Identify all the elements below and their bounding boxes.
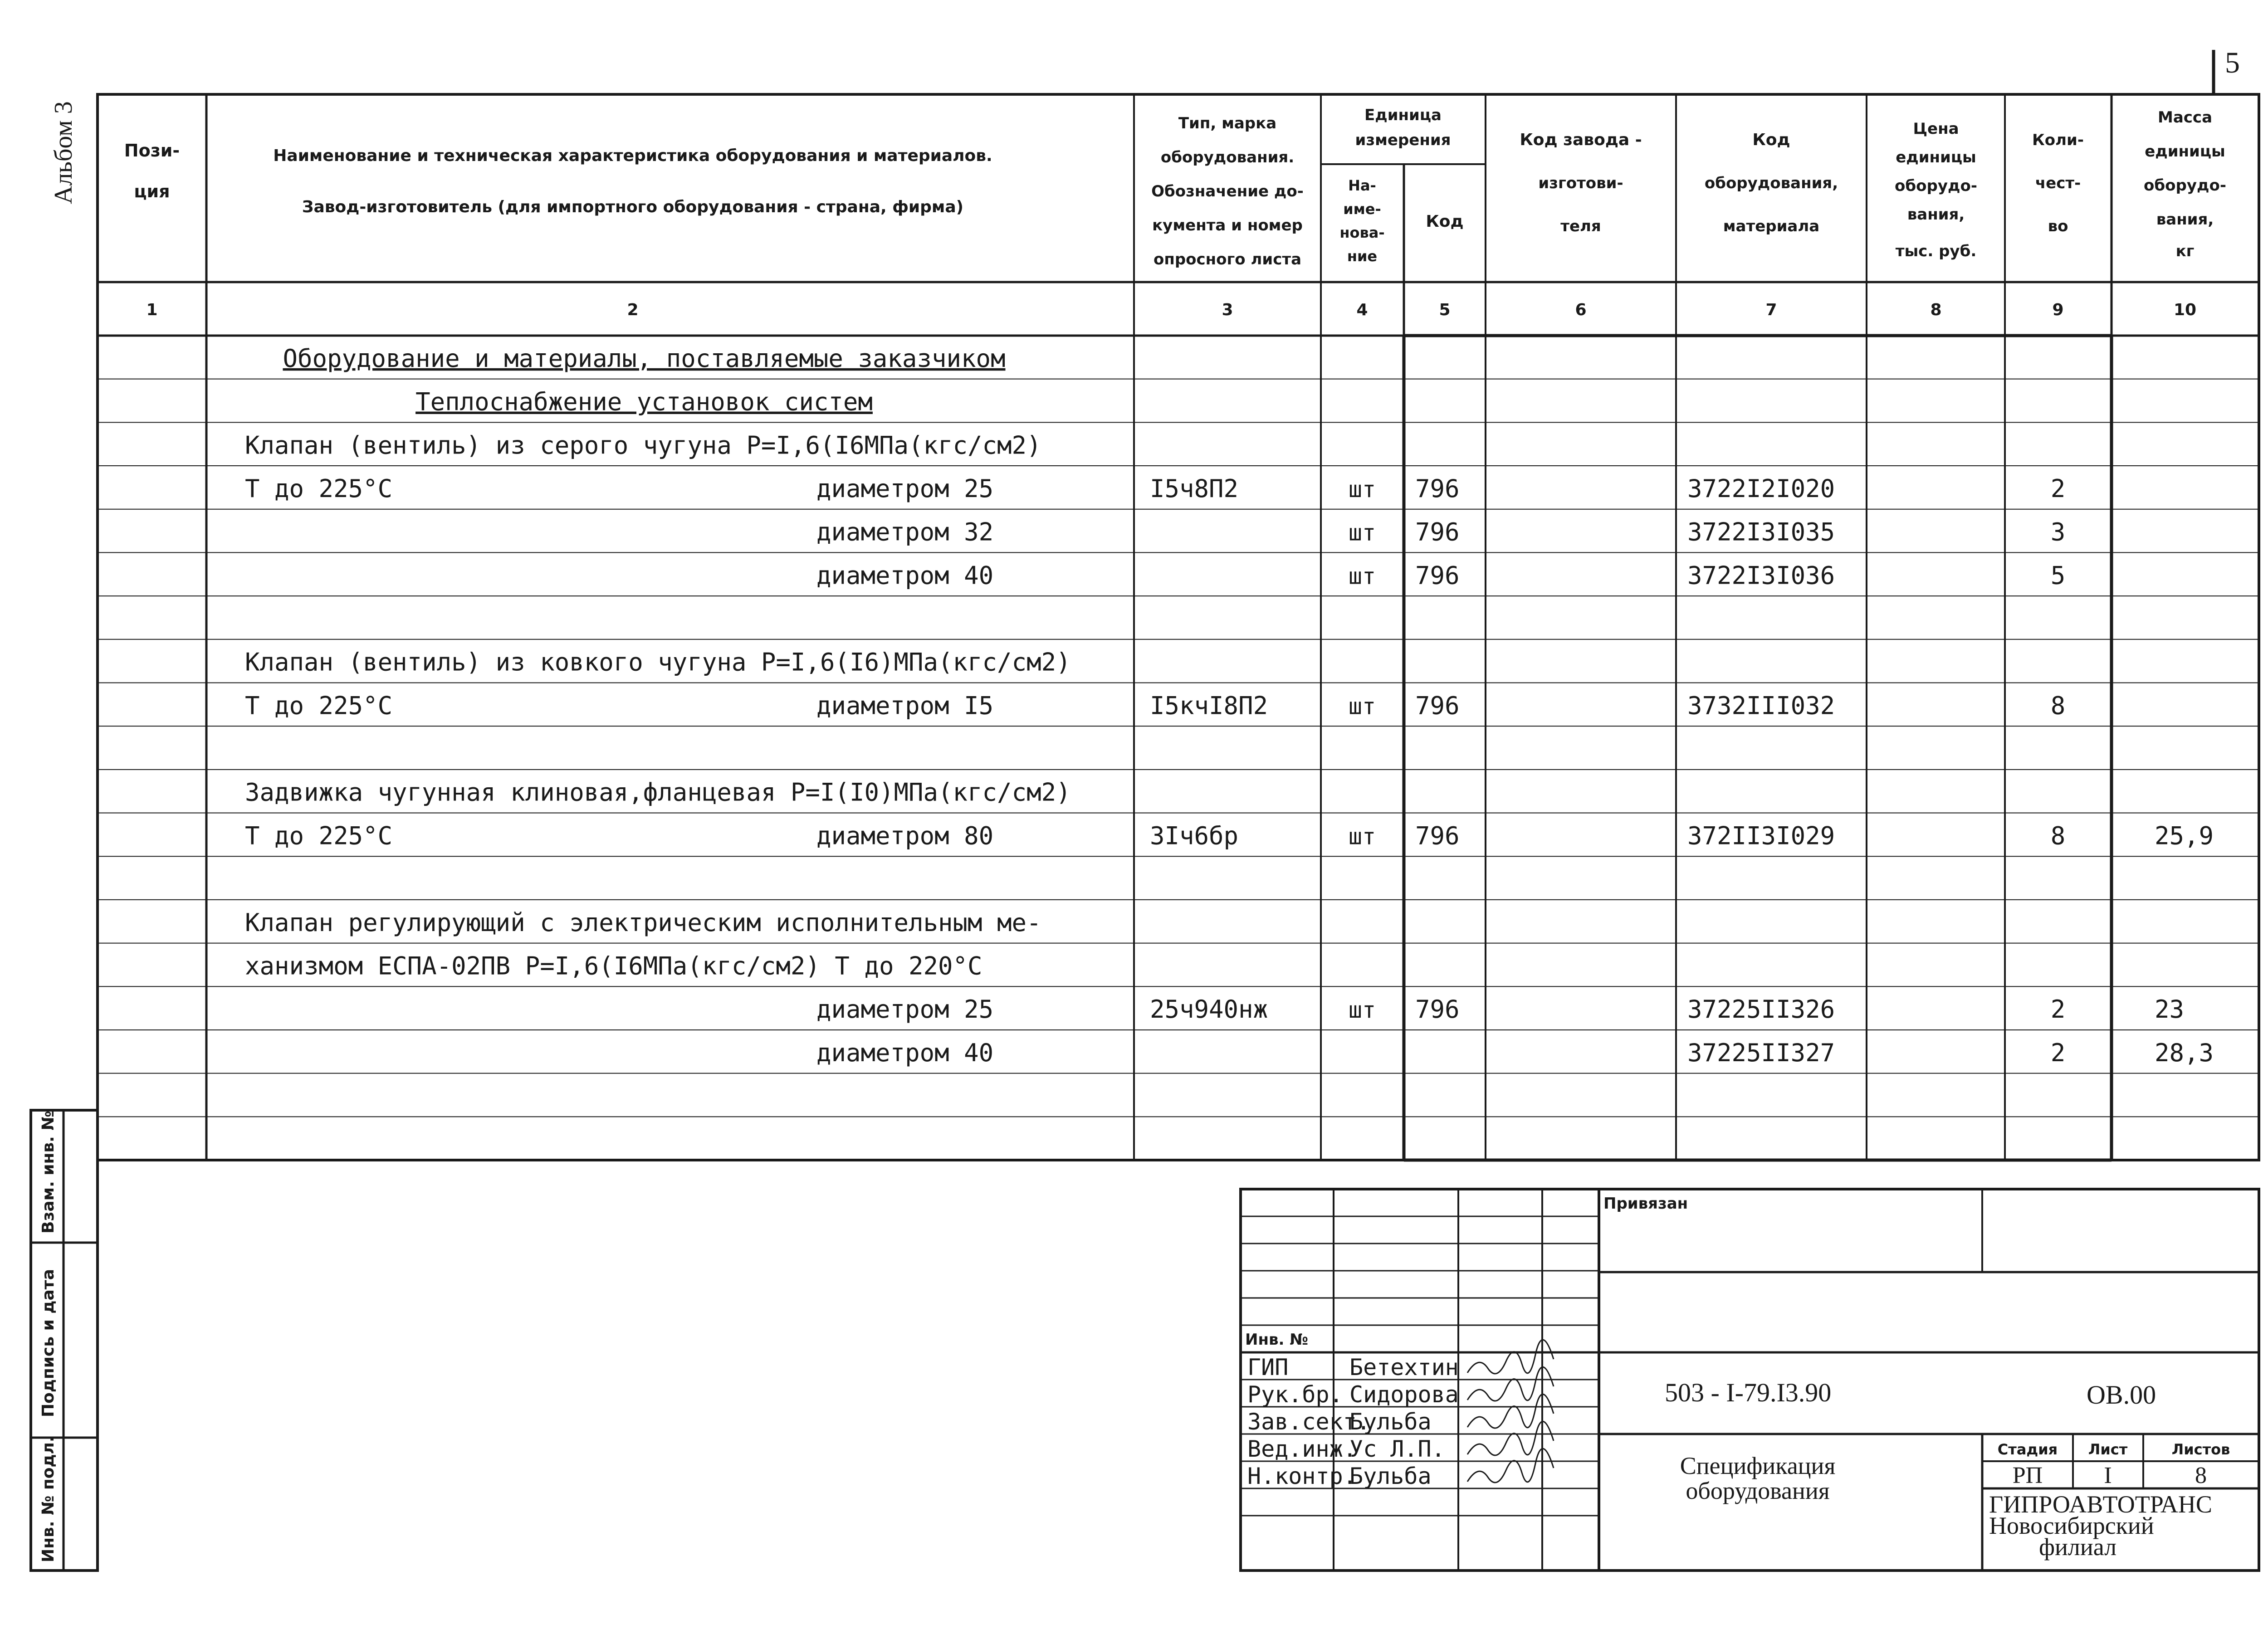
header-position-line-1: Пози- (124, 141, 180, 161)
sheet-label: Лист (2088, 1441, 2128, 1458)
row-diameter: диаметром 40 (816, 1038, 994, 1067)
signer-name: Сидорова (1349, 1381, 1459, 1408)
column-number-4: 4 (1356, 301, 1368, 319)
header-unit (1339, 106, 1463, 265)
row-equipment-code: 37225II327 (1687, 1038, 1835, 1067)
row-equipment-code: 3722I3I036 (1687, 561, 1835, 590)
row-quantity: 8 (2050, 821, 2066, 850)
doc-mark: ОВ.00 (2087, 1380, 2156, 1410)
row-name: ханизмом ЕСПА-02ПВ Р=I,6(I6МПа(кгс/см2) Т до 220°С (245, 951, 982, 980)
privyazan-label: Привязан (1603, 1195, 1688, 1213)
header-price-line-1: Цена (1913, 120, 1959, 138)
table-row (816, 561, 2065, 590)
row-diameter: диаметром 25 (816, 995, 994, 1024)
row-quantity: 3 (2050, 517, 2066, 546)
header-unit-name-1: На- (1348, 177, 1376, 194)
header-mass-line-2: единицы (2145, 142, 2225, 161)
header-equip-code-line-3: материала (1723, 217, 1820, 235)
header-price-line-5: тыс. руб. (1895, 242, 1977, 260)
table-body (245, 344, 2214, 1067)
row-diameter: диаметром 40 (816, 561, 994, 590)
row-name: Т до 225°С (245, 474, 393, 503)
header-equip-code-line-2: оборудования, (1704, 174, 1838, 192)
table-row (245, 951, 982, 980)
row-equipment-code: 3722I3I035 (1687, 517, 1835, 546)
row-diameter: диаметром I5 (816, 691, 994, 720)
sheets-value: 8 (2195, 1463, 2207, 1488)
row-unit: шт (1348, 997, 1376, 1024)
row-heading: Оборудование и материалы, поставляемые заказчиком (283, 344, 1006, 373)
header-plant-code (1520, 131, 1642, 235)
signer-role: Зав.сект. (1247, 1409, 1370, 1435)
row-unit: шт (1348, 476, 1376, 502)
row-unit-code: 796 (1415, 691, 1460, 720)
row-heading: Теплоснабжение установок систем (415, 387, 873, 416)
header-name-line-2: Завод-изготовитель (для импортного оборудования - страна, фирма) (302, 198, 964, 216)
header-unit-name-3: нова- (1339, 224, 1385, 241)
header-plant-code-line-2: изготови- (1538, 174, 1623, 192)
row-name: Клапан (вентиль) из ковкого чугуна Р=I,6(I6)МПа(кгс/см2) (245, 648, 1071, 677)
stage-label: Стадия (1997, 1441, 2058, 1458)
title-block (1241, 1189, 2259, 1571)
row-unit: шт (1348, 693, 1376, 720)
row-unit-code: 796 (1415, 474, 1460, 503)
row-diameter: диаметром 32 (816, 517, 994, 546)
row-type-mark: I5кчI8П2 (1150, 691, 1268, 720)
column-number-2: 2 (627, 301, 639, 319)
row-quantity: 2 (2050, 995, 2066, 1024)
table-row (283, 344, 1005, 373)
row-name: Задвижка чугунная клиновая,фланцевая Р=I(I0)МПа(кгс/см2) (245, 778, 1071, 807)
table-header (124, 106, 2226, 268)
row-quantity: 8 (2050, 691, 2066, 720)
org-line-2: Новосибирский (1989, 1512, 2154, 1539)
table-row (816, 518, 2065, 546)
column-number-1: 1 (146, 301, 158, 319)
signer-role: Вед.инж. (1247, 1436, 1357, 1462)
signer-name: Бульба (1349, 1463, 1432, 1489)
header-mass-line-3: оборудо- (2144, 176, 2226, 195)
row-name: Клапан (вентиль) из серого чугуна Р=I,6(I6МПа(кгс/см2) (245, 431, 1041, 460)
signer-role: ГИП (1247, 1354, 1289, 1380)
row-name: Т до 225°С (245, 821, 393, 850)
table-row (245, 648, 1071, 677)
header-name-line-1: Наименование и техническая характеристика оборудования и материалов. (273, 146, 992, 165)
header-mass-line-5: кг (2175, 242, 2195, 260)
header-unit-line-2: измерения (1355, 131, 1451, 149)
row-diameter: диаметром 80 (816, 821, 994, 850)
row-quantity: 5 (2050, 561, 2066, 590)
row-quantity: 2 (2050, 474, 2066, 503)
row-equipment-code: 372II3I029 (1687, 821, 1835, 850)
header-unit-line-1: Единица (1364, 106, 1442, 124)
header-plant-code-line-3: теля (1560, 217, 1601, 235)
header-type-line-3: Обозначение до- (1151, 182, 1304, 200)
sheet-value: I (2104, 1463, 2112, 1488)
column-number-9: 9 (2052, 301, 2064, 319)
column-number-5: 5 (1439, 301, 1451, 319)
row-unit: шт (1348, 563, 1376, 590)
header-equip-code-line-1: Код (1752, 131, 1790, 149)
table-row (816, 995, 2184, 1024)
signer-name: Бульба (1349, 1409, 1432, 1435)
signer-name: Бетехтин (1349, 1354, 1459, 1380)
side-stamp (31, 1110, 98, 1571)
header-plant-code-line-1: Код завода - (1520, 131, 1642, 149)
column-numbers (146, 301, 2196, 319)
header-position (124, 141, 180, 201)
doc-title-line-2: оборудования (1686, 1477, 1830, 1504)
table-row (245, 908, 1041, 937)
table-row (415, 388, 873, 416)
row-unit-code: 796 (1415, 995, 1460, 1024)
row-unit: шт (1348, 519, 1376, 546)
table-row (245, 474, 2065, 503)
org-line-3: филиал (2039, 1533, 2117, 1561)
sheets-label: Листов (2171, 1441, 2230, 1458)
row-type-mark: I5ч8П2 (1150, 474, 1239, 503)
row-mass: 25,9 (2155, 821, 2214, 850)
column-number-8: 8 (1930, 301, 1942, 319)
header-unit-code: Код (1426, 212, 1464, 231)
row-name: Клапан регулирующий с электрическим исполнительным ме- (245, 908, 1041, 937)
header-qty-line-2: чест- (2035, 174, 2081, 192)
header-equip-code (1705, 131, 1838, 235)
table-row (245, 691, 2065, 720)
row-type-mark: 25ч940нж (1150, 995, 1268, 1024)
column-number-10: 10 (2173, 301, 2197, 319)
header-mass-line-1: Масса (2157, 108, 2213, 127)
header-unit-name-4: ние (1347, 248, 1378, 265)
header-type-line-4: кумента и номер (1152, 216, 1303, 234)
header-price-line-3: оборудо- (1895, 177, 1977, 195)
table-row (245, 778, 1071, 807)
row-equipment-code: 3732III032 (1687, 691, 1835, 720)
header-position-line-2: ция (134, 181, 170, 201)
signature-scribble (1467, 1449, 1554, 1483)
header-unit-name-2: име- (1343, 200, 1381, 218)
page-number: 5 (2225, 46, 2240, 79)
header-name (273, 146, 992, 216)
row-mass: 23 (2155, 995, 2185, 1024)
header-price-line-4: вания, (1907, 205, 1965, 224)
signers-list (1247, 1340, 1554, 1489)
header-type-line-2: оборудования. (1160, 148, 1295, 166)
header-type-line-5: опросного листа (1153, 250, 1302, 268)
header-type-line-1: Тип, марка (1178, 114, 1277, 132)
side-stamp-sign-date: Подпись и дата (39, 1269, 58, 1417)
row-quantity: 2 (2050, 1038, 2066, 1067)
column-number-3: 3 (1222, 301, 1233, 319)
table-row (245, 431, 1041, 459)
row-unit-code: 796 (1415, 561, 1460, 590)
row-unit: шт (1348, 823, 1376, 850)
column-number-7: 7 (1765, 301, 1777, 319)
signer-role: Н.контр. (1247, 1463, 1357, 1489)
doc-title-line-1: Спецификация (1680, 1452, 1836, 1479)
header-qty (2032, 131, 2084, 235)
row-name: Т до 225°С (245, 691, 393, 720)
row-type-mark: 3Iч6бр (1150, 821, 1239, 850)
row-unit-code: 796 (1415, 517, 1460, 546)
row-mass: 28,3 (2155, 1038, 2214, 1067)
header-mass-line-4: вания, (2156, 210, 2214, 229)
side-stamp-inv-orig: Инв. № подл. (39, 1436, 58, 1562)
column-number-6: 6 (1575, 301, 1587, 319)
table-row (245, 821, 2214, 850)
page-number-box (2214, 46, 2240, 95)
header-price (1895, 120, 1977, 260)
signer-name: Ус Л.П. (1349, 1436, 1445, 1462)
side-stamp-vzam: Взам. инв. № (39, 1111, 58, 1234)
row-unit-code: 796 (1415, 821, 1460, 850)
header-qty-line-3: во (2048, 217, 2068, 235)
header-mass (2144, 108, 2226, 260)
header-price-line-2: единицы (1896, 148, 1976, 166)
stage-value: РП (2012, 1463, 2043, 1488)
header-qty-line-1: Коли- (2032, 131, 2084, 149)
row-equipment-code: 37225II326 (1687, 995, 1835, 1024)
org-line-1: ГИПРОАВТОТРАНС (1989, 1491, 2212, 1518)
signer-role: Рук.бр. (1247, 1381, 1343, 1408)
row-diameter: диаметром 25 (816, 474, 994, 503)
doc-number: 503 - I-79.I3.90 (1665, 1378, 1832, 1407)
album-label: Альбом 3 (49, 101, 78, 204)
row-equipment-code: 3722I2I020 (1687, 474, 1835, 503)
inv-no-label: Инв. № (1245, 1331, 1309, 1349)
header-type (1151, 114, 1304, 268)
